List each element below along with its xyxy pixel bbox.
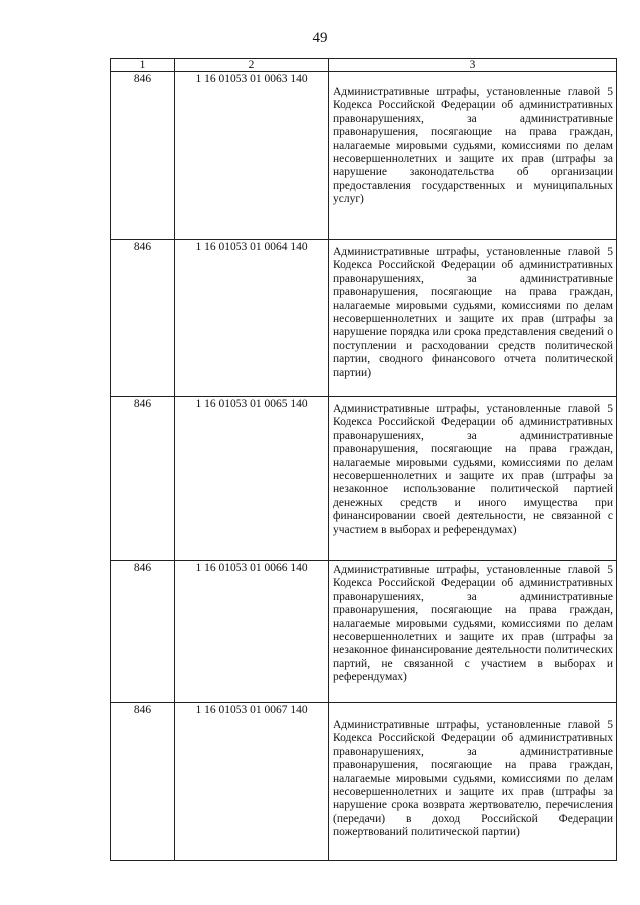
table-row xyxy=(111,240,617,397)
kbk-code-cell: 1 16 01053 01 0067 140 xyxy=(175,703,329,861)
column-header-2: 2 xyxy=(175,59,329,72)
table-row xyxy=(111,72,617,240)
description-cell: Административные штрафы, установленные главой 5 Кодекса Российской Федерации об административных правонарушениях, за административные правонарушения, посягающие на права граждан, налагаемые мировыми судьями, комиссиями по делам несовершеннолетних и защите их прав (штрафы за нарушение срока возврата жертвователю, перечисления (передачи) в доход Российской Федерации пожертвований политической партии) xyxy=(329,703,617,861)
kbk-code-cell: 1 16 01053 01 0066 140 xyxy=(175,561,329,703)
column-header-3: 3 xyxy=(329,59,617,72)
admin-code-cell: 846 xyxy=(111,561,175,703)
kbk-code-cell: 1 16 01053 01 0063 140 xyxy=(175,72,329,240)
description-cell: Административные штрафы, установленные главой 5 Кодекса Российской Федерации об административных правонарушениях, за административные правонарушения, посягающие на права граждан, налагаемые мировыми судьями, комиссиями по делам несовершеннолетних и защите их прав (штрафы за незаконное использование политической партией денежных средств и иного имущества при финансировании своей деятельности, не связанной с участием в выборах и референдумах) xyxy=(329,397,617,561)
description-cell: Административные штрафы, установленные главой 5 Кодекса Российской Федерации об административных правонарушениях, за административные правонарушения, посягающие на права граждан, налагаемые мировыми судьями, комиссиями по делам несовершеннолетних и защите их прав (штрафы за нарушение порядка или срока представления сведений о поступлении и расходовании средств политической партии, сводного финансового отчета политической партии) xyxy=(329,240,617,397)
kbk-code-cell: 1 16 01053 01 0065 140 xyxy=(175,397,329,561)
admin-code-cell: 846 xyxy=(111,397,175,561)
table-row xyxy=(111,397,617,561)
admin-code-cell: 846 xyxy=(111,703,175,861)
budget-codes-table xyxy=(110,58,617,861)
table-row xyxy=(111,703,617,861)
description-cell: Административные штрафы, установленные главой 5 Кодекса Российской Федерации об административных правонарушениях, за административные правонарушения, посягающие на права граждан, налагаемые мировыми судьями, комиссиями по делам несовершеннолетних и защите их прав (штрафы за нарушение законодательства об организации предоставления государственных и муниципальных услуг) xyxy=(329,72,617,240)
column-header-1: 1 xyxy=(111,59,175,72)
kbk-code-cell: 1 16 01053 01 0064 140 xyxy=(175,240,329,397)
admin-code-cell: 846 xyxy=(111,72,175,240)
description-cell: Административные штрафы, установленные главой 5 Кодекса Российской Федерации об административных правонарушениях, за административные правонарушения, посягающие на права граждан, налагаемые мировыми судьями, комиссиями по делам несовершеннолетних и защите их прав (штрафы за незаконное финансирование деятельности политических партий, не связанной с участием в выборах и референдумах) xyxy=(329,561,617,703)
table-header-row xyxy=(111,59,617,72)
table-row xyxy=(111,561,617,703)
page-number: 49 xyxy=(312,30,328,46)
admin-code-cell: 846 xyxy=(111,240,175,397)
